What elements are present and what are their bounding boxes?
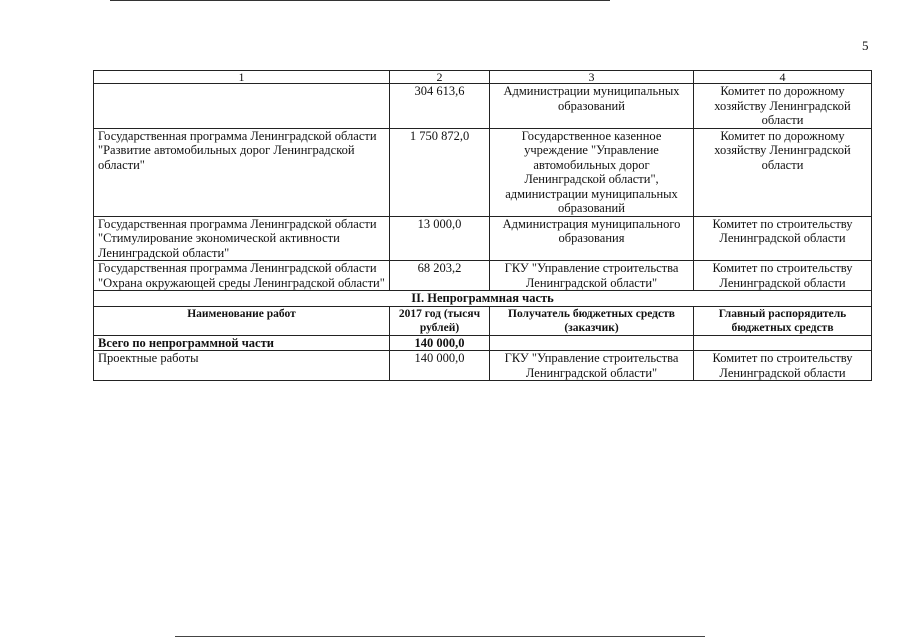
column-number: 3 bbox=[490, 71, 694, 84]
recipient: ГКУ "Управление строительства Ленинградской области" bbox=[490, 261, 694, 291]
amount: 13 000,0 bbox=[390, 216, 490, 261]
column-header-year: 2017 год (тысяч рублей) bbox=[390, 306, 490, 335]
work-name: Проектные работы bbox=[94, 351, 390, 381]
table-row bbox=[94, 351, 872, 381]
column-header-manager: Главный распорядитель бюджетных средств bbox=[694, 306, 872, 335]
column-number-row bbox=[94, 71, 872, 84]
column-header-work: Наименование работ bbox=[94, 306, 390, 335]
amount: 68 203,2 bbox=[390, 261, 490, 291]
program-name: Государственная программа Ленинградской области "Стимулирование экономической активности Ленинградской области" bbox=[94, 216, 390, 261]
top-rule bbox=[110, 0, 610, 1]
recipient: ГКУ "Управление строительства Ленинградской области" bbox=[490, 351, 694, 381]
table-row bbox=[94, 84, 872, 129]
column-header-row bbox=[94, 306, 872, 335]
total-recipient bbox=[490, 335, 694, 351]
total-label: Всего по непрограммной части bbox=[94, 335, 390, 351]
table-row bbox=[94, 128, 872, 216]
column-header-recipient: Получатель бюджетных средств (заказчик) bbox=[490, 306, 694, 335]
column-number: 4 bbox=[694, 71, 872, 84]
total-row bbox=[94, 335, 872, 351]
column-number: 2 bbox=[390, 71, 490, 84]
column-number: 1 bbox=[94, 71, 390, 84]
recipient: Администрация муниципального образования bbox=[490, 216, 694, 261]
recipient: Администрации муниципальных образований bbox=[490, 84, 694, 129]
manager: Комитет по дорожному хозяйству Ленинградской области bbox=[694, 84, 872, 129]
manager: Комитет по строительству Ленинградской области bbox=[694, 351, 872, 381]
program-name: Государственная программа Ленинградской области "Охрана окружающей среды Ленинградской области" bbox=[94, 261, 390, 291]
total-amount: 140 000,0 bbox=[390, 335, 490, 351]
amount: 304 613,6 bbox=[390, 84, 490, 129]
manager: Комитет по строительству Ленинградской области bbox=[694, 261, 872, 291]
page-number: 5 bbox=[862, 38, 869, 53]
total-manager bbox=[694, 335, 872, 351]
amount: 1 750 872,0 bbox=[390, 128, 490, 216]
budget-table bbox=[93, 70, 872, 381]
section-title: II. Непрограммная часть bbox=[94, 291, 872, 307]
manager: Комитет по дорожному хозяйству Ленинградской области bbox=[694, 128, 872, 216]
section-row bbox=[94, 291, 872, 307]
amount: 140 000,0 bbox=[390, 351, 490, 381]
program-name bbox=[94, 84, 390, 129]
bottom-rule bbox=[175, 636, 705, 637]
manager: Комитет по строительству Ленинградской области bbox=[694, 216, 872, 261]
recipient: Государственное казенное учреждение "Управление автомобильных дорог Ленинградской области", администрации муниципальных образований bbox=[490, 128, 694, 216]
program-name: Государственная программа Ленинградской области "Развитие автомобильных дорог Ленинградской области" bbox=[94, 128, 390, 216]
table-row bbox=[94, 216, 872, 261]
table-row bbox=[94, 261, 872, 291]
